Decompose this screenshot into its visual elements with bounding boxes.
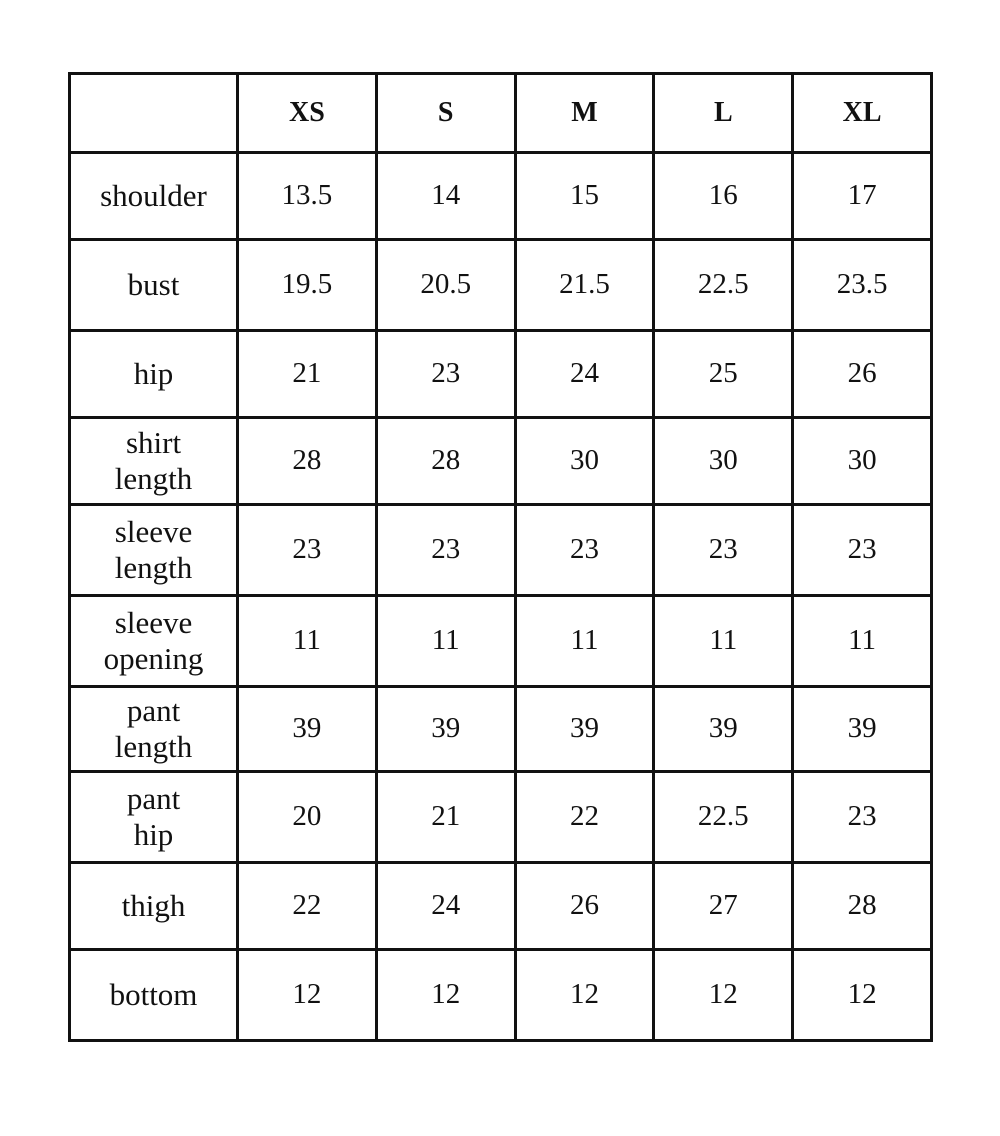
- header-row: [70, 74, 932, 153]
- table-row: [70, 505, 932, 596]
- table-cell: 22.5: [654, 240, 793, 331]
- table-cell: 26: [793, 331, 932, 418]
- size-chart-table: [68, 72, 933, 1042]
- table-cell: 23: [654, 505, 793, 596]
- table-cell: 23.5: [793, 240, 932, 331]
- row-label: shoulder: [70, 153, 238, 240]
- table-cell: 23: [793, 772, 932, 863]
- row-label: bust: [70, 240, 238, 331]
- table-cell: 23: [238, 505, 377, 596]
- row-label: thigh: [70, 863, 238, 950]
- table-cell: 15: [515, 153, 654, 240]
- table-cell: 14: [376, 153, 515, 240]
- table-row: [70, 153, 932, 240]
- table-cell: 11: [376, 596, 515, 687]
- table-cell: 23: [376, 331, 515, 418]
- table-cell: 39: [515, 687, 654, 772]
- table-cell: 19.5: [238, 240, 377, 331]
- row-label: pant hip: [70, 772, 238, 863]
- row-label: sleeve opening: [70, 596, 238, 687]
- table-cell: 39: [376, 687, 515, 772]
- table-row: [70, 863, 932, 950]
- table-cell: 11: [654, 596, 793, 687]
- table-row: [70, 687, 932, 772]
- corner-cell: [70, 74, 238, 153]
- table-row: [70, 418, 932, 505]
- table-cell: 22.5: [654, 772, 793, 863]
- table-cell: 20.5: [376, 240, 515, 331]
- row-label: pant length: [70, 687, 238, 772]
- table-row: [70, 950, 932, 1041]
- table-cell: 16: [654, 153, 793, 240]
- size-header-xs: XS: [238, 74, 377, 153]
- table-cell: 12: [515, 950, 654, 1041]
- table-cell: 23: [793, 505, 932, 596]
- table-cell: 12: [238, 950, 377, 1041]
- table-cell: 25: [654, 331, 793, 418]
- size-header-m: M: [515, 74, 654, 153]
- table-cell: 28: [238, 418, 377, 505]
- table-cell: 39: [654, 687, 793, 772]
- table-cell: 27: [654, 863, 793, 950]
- table-cell: 12: [376, 950, 515, 1041]
- table-cell: 22: [238, 863, 377, 950]
- table-cell: 12: [654, 950, 793, 1041]
- table-cell: 11: [515, 596, 654, 687]
- table-cell: 28: [376, 418, 515, 505]
- table-cell: 30: [654, 418, 793, 505]
- row-label: sleeve length: [70, 505, 238, 596]
- table-cell: 24: [515, 331, 654, 418]
- table-cell: 26: [515, 863, 654, 950]
- table-cell: 23: [376, 505, 515, 596]
- table-cell: 39: [238, 687, 377, 772]
- table-cell: 20: [238, 772, 377, 863]
- size-header-l: L: [654, 74, 793, 153]
- table-cell: 11: [238, 596, 377, 687]
- table-cell: 11: [793, 596, 932, 687]
- table-cell: 17: [793, 153, 932, 240]
- table-cell: 39: [793, 687, 932, 772]
- row-label: shirt length: [70, 418, 238, 505]
- table-cell: 28: [793, 863, 932, 950]
- table-row: [70, 240, 932, 331]
- table-cell: 21.5: [515, 240, 654, 331]
- table-cell: 24: [376, 863, 515, 950]
- size-header-s: S: [376, 74, 515, 153]
- table-cell: 23: [515, 505, 654, 596]
- row-label: hip: [70, 331, 238, 418]
- table-cell: 21: [376, 772, 515, 863]
- size-header-xl: XL: [793, 74, 932, 153]
- row-label: bottom: [70, 950, 238, 1041]
- table-row: [70, 331, 932, 418]
- table-cell: 30: [793, 418, 932, 505]
- table-cell: 30: [515, 418, 654, 505]
- table-cell: 22: [515, 772, 654, 863]
- table-row: [70, 772, 932, 863]
- table-cell: 21: [238, 331, 377, 418]
- table-cell: 13.5: [238, 153, 377, 240]
- table-cell: 12: [793, 950, 932, 1041]
- table-row: [70, 596, 932, 687]
